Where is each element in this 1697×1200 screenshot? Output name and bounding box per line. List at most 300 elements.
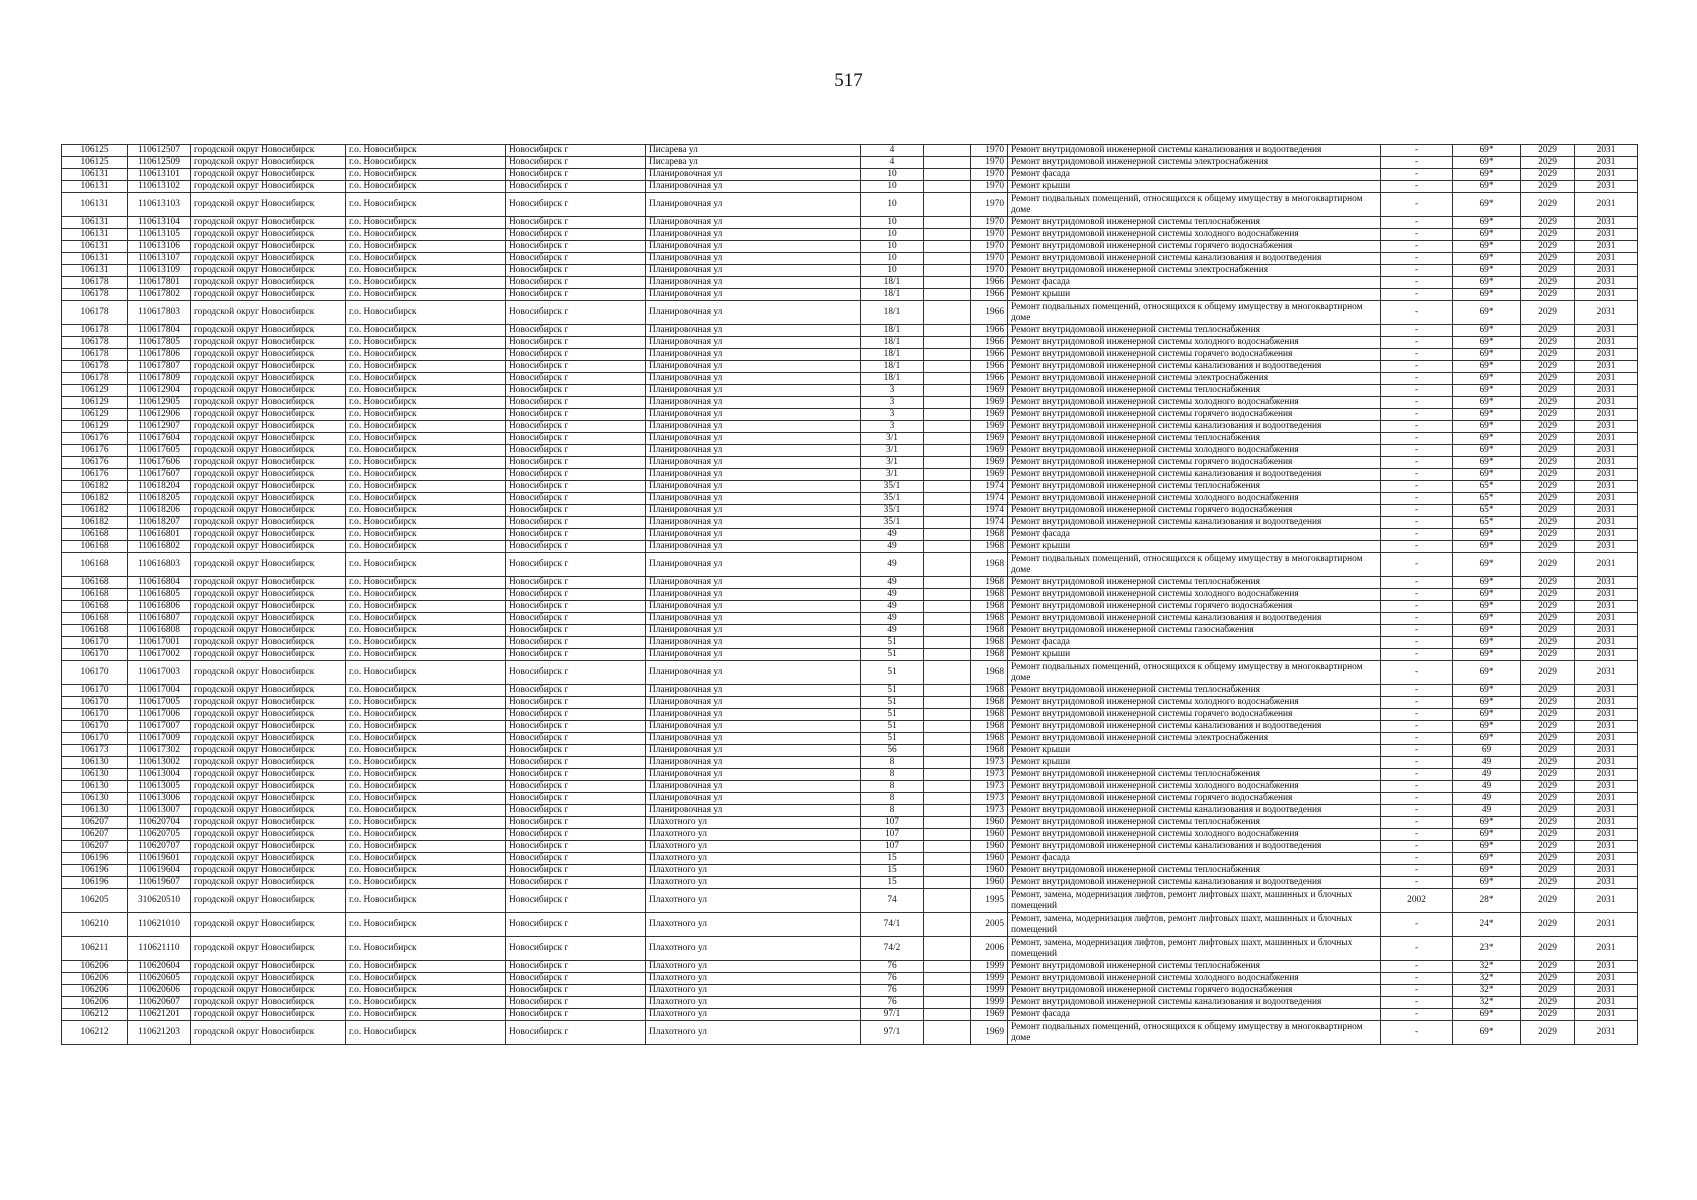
municipality-cell: городской округ Новосибирск [191,661,346,685]
last-repair-year-cell: - [1381,661,1453,685]
street-cell: Планировочная ул [646,793,861,805]
house-id-cell: 106168 [62,577,128,589]
last-repair-year-cell: - [1381,145,1453,157]
table-row [62,505,1638,517]
municipality-cell: городской округ Новосибирск [191,889,346,913]
last-repair-year-cell: - [1381,817,1453,829]
locality-cell: Новосибирск г [506,193,646,217]
plan-start-year-cell: 2029 [1521,805,1575,817]
municipality-cell: городской округ Новосибирск [191,577,346,589]
wear-percent-cell: 23* [1453,937,1521,961]
wear-percent-cell: 69* [1453,733,1521,745]
last-repair-year-cell: - [1381,373,1453,385]
building-cell [924,601,971,613]
municipality-cell: городской округ Новосибирск [191,613,346,625]
municipal-unit-cell: г.о. Новосибирск [346,289,506,301]
municipal-unit-cell: г.о. Новосибирск [346,229,506,241]
plan-start-year-cell: 2029 [1521,385,1575,397]
municipality-cell: городской округ Новосибирск [191,217,346,229]
build-year-cell: 1970 [971,253,1008,265]
house-id-cell: 106170 [62,685,128,697]
street-cell: Планировочная ул [646,433,861,445]
work-type-cell: Ремонт внутридомовой инженерной системы холодного водоснабжения [1008,229,1381,241]
wear-percent-cell: 69* [1453,241,1521,253]
street-cell: Планировочная ул [646,553,861,577]
plan-end-year-cell: 2031 [1575,241,1638,253]
wear-percent-cell: 69* [1453,301,1521,325]
work-id-cell: 110616807 [128,613,191,625]
street-cell: Планировочная ул [646,169,861,181]
street-cell: Планировочная ул [646,517,861,529]
municipality-cell: городской округ Новосибирск [191,337,346,349]
wear-percent-cell: 69* [1453,541,1521,553]
building-cell [924,649,971,661]
building-cell [924,769,971,781]
building-cell [924,685,971,697]
last-repair-year-cell: - [1381,1021,1453,1045]
building-cell [924,541,971,553]
plan-end-year-cell: 2031 [1575,625,1638,637]
wear-percent-cell: 69* [1453,709,1521,721]
building-cell [924,385,971,397]
last-repair-year-cell: - [1381,445,1453,457]
street-cell: Планировочная ул [646,637,861,649]
building-cell [924,277,971,289]
municipal-unit-cell: г.о. Новосибирск [346,181,506,193]
build-year-cell: 1969 [971,433,1008,445]
table-row [62,145,1638,157]
municipal-unit-cell: г.о. Новосибирск [346,709,506,721]
build-year-cell: 1969 [971,1009,1008,1021]
plan-start-year-cell: 2029 [1521,577,1575,589]
work-type-cell: Ремонт внутридомовой инженерной системы холодного водоснабжения [1008,589,1381,601]
street-cell: Плахотного ул [646,817,861,829]
municipality-cell: городской округ Новосибирск [191,265,346,277]
house-number-cell: 10 [861,265,924,277]
build-year-cell: 1973 [971,781,1008,793]
street-cell: Планировочная ул [646,529,861,541]
work-type-cell: Ремонт внутридомовой инженерной системы теплоснабжения [1008,217,1381,229]
house-number-cell: 18/1 [861,361,924,373]
house-number-cell: 74/1 [861,913,924,937]
street-cell: Планировочная ул [646,505,861,517]
repair-schedule-table [61,144,1638,1045]
plan-start-year-cell: 2029 [1521,397,1575,409]
work-id-cell: 110620605 [128,973,191,985]
municipal-unit-cell: г.о. Новосибирск [346,421,506,433]
house-number-cell: 51 [861,697,924,709]
municipal-unit-cell: г.о. Новосибирск [346,889,506,913]
street-cell: Планировочная ул [646,469,861,481]
work-id-cell: 110612906 [128,409,191,421]
locality-cell: Новосибирск г [506,145,646,157]
build-year-cell: 1960 [971,841,1008,853]
plan-start-year-cell: 2029 [1521,649,1575,661]
house-id-cell: 106168 [62,613,128,625]
table-row [62,409,1638,421]
municipal-unit-cell: г.о. Новосибирск [346,277,506,289]
last-repair-year-cell: - [1381,709,1453,721]
municipal-unit-cell: г.о. Новосибирск [346,385,506,397]
work-type-cell: Ремонт внутридомовой инженерной системы канализования и водоотведения [1008,877,1381,889]
house-id-cell: 106178 [62,373,128,385]
municipal-unit-cell: г.о. Новосибирск [346,445,506,457]
plan-end-year-cell: 2031 [1575,841,1638,853]
locality-cell: Новосибирск г [506,853,646,865]
wear-percent-cell: 32* [1453,997,1521,1009]
plan-end-year-cell: 2031 [1575,493,1638,505]
plan-start-year-cell: 2029 [1521,445,1575,457]
house-number-cell: 51 [861,685,924,697]
plan-start-year-cell: 2029 [1521,193,1575,217]
wear-percent-cell: 69 [1453,745,1521,757]
work-type-cell: Ремонт фасада [1008,529,1381,541]
work-type-cell: Ремонт фасада [1008,637,1381,649]
build-year-cell: 1970 [971,217,1008,229]
wear-percent-cell: 69* [1453,277,1521,289]
wear-percent-cell: 69* [1453,229,1521,241]
table-row [62,745,1638,757]
house-number-cell: 49 [861,589,924,601]
build-year-cell: 1973 [971,805,1008,817]
house-number-cell: 51 [861,637,924,649]
work-id-cell: 110617805 [128,337,191,349]
table-row [62,937,1638,961]
table-row [62,613,1638,625]
work-id-cell: 110617005 [128,697,191,709]
municipality-cell: городской округ Новосибирск [191,817,346,829]
house-id-cell: 106178 [62,325,128,337]
last-repair-year-cell: - [1381,541,1453,553]
table-row [62,781,1638,793]
house-number-cell: 18/1 [861,373,924,385]
house-number-cell: 76 [861,985,924,997]
wear-percent-cell: 69* [1453,289,1521,301]
municipal-unit-cell: г.о. Новосибирск [346,601,506,613]
locality-cell: Новосибирск г [506,793,646,805]
last-repair-year-cell: - [1381,685,1453,697]
plan-start-year-cell: 2029 [1521,829,1575,841]
municipal-unit-cell: г.о. Новосибирск [346,457,506,469]
plan-end-year-cell: 2031 [1575,409,1638,421]
wear-percent-cell: 69* [1453,409,1521,421]
locality-cell: Новосибирск г [506,277,646,289]
wear-percent-cell: 69* [1453,577,1521,589]
locality-cell: Новосибирск г [506,973,646,985]
table-row [62,721,1638,733]
build-year-cell: 1960 [971,853,1008,865]
municipality-cell: городской округ Новосибирск [191,457,346,469]
municipal-unit-cell: г.о. Новосибирск [346,721,506,733]
plan-start-year-cell: 2029 [1521,637,1575,649]
wear-percent-cell: 65* [1453,517,1521,529]
table-row [62,637,1638,649]
municipality-cell: городской округ Новосибирск [191,721,346,733]
house-number-cell: 8 [861,757,924,769]
work-type-cell: Ремонт фасада [1008,169,1381,181]
last-repair-year-cell: - [1381,361,1453,373]
last-repair-year-cell: - [1381,589,1453,601]
wear-percent-cell: 69* [1453,361,1521,373]
build-year-cell: 2006 [971,937,1008,961]
last-repair-year-cell: - [1381,529,1453,541]
building-cell [924,253,971,265]
street-cell: Плахотного ул [646,829,861,841]
wear-percent-cell: 65* [1453,493,1521,505]
municipal-unit-cell: г.о. Новосибирск [346,913,506,937]
house-number-cell: 10 [861,241,924,253]
municipality-cell: городской округ Новосибирск [191,145,346,157]
table-row [62,889,1638,913]
municipality-cell: городской округ Новосибирск [191,517,346,529]
plan-start-year-cell: 2029 [1521,229,1575,241]
building-cell [924,841,971,853]
street-cell: Плахотного ул [646,973,861,985]
build-year-cell: 1969 [971,397,1008,409]
street-cell: Планировочная ул [646,589,861,601]
plan-end-year-cell: 2031 [1575,757,1638,769]
build-year-cell: 1968 [971,541,1008,553]
work-type-cell: Ремонт внутридомовой инженерной системы холодного водоснабжения [1008,781,1381,793]
last-repair-year-cell: - [1381,325,1453,337]
house-id-cell: 106168 [62,553,128,577]
table-row [62,385,1638,397]
building-cell [924,829,971,841]
locality-cell: Новосибирск г [506,385,646,397]
plan-end-year-cell: 2031 [1575,601,1638,613]
locality-cell: Новосибирск г [506,265,646,277]
street-cell: Плахотного ул [646,913,861,937]
last-repair-year-cell: - [1381,457,1453,469]
house-number-cell: 51 [861,721,924,733]
last-repair-year-cell: - [1381,433,1453,445]
street-cell: Планировочная ул [646,769,861,781]
wear-percent-cell: 49 [1453,805,1521,817]
locality-cell: Новосибирск г [506,289,646,301]
municipality-cell: городской округ Новосибирск [191,541,346,553]
table-row [62,877,1638,889]
build-year-cell: 1974 [971,517,1008,529]
street-cell: Планировочная ул [646,577,861,589]
street-cell: Планировочная ул [646,613,861,625]
building-cell [924,181,971,193]
plan-start-year-cell: 2029 [1521,997,1575,1009]
work-id-cell: 110613102 [128,181,191,193]
municipality-cell: городской округ Новосибирск [191,997,346,1009]
plan-start-year-cell: 2029 [1521,433,1575,445]
municipal-unit-cell: г.о. Новосибирск [346,145,506,157]
wear-percent-cell: 69* [1453,877,1521,889]
plan-start-year-cell: 2029 [1521,301,1575,325]
house-number-cell: 18/1 [861,289,924,301]
work-id-cell: 110619607 [128,877,191,889]
building-cell [924,421,971,433]
work-type-cell: Ремонт, замена, модернизация лифтов, ремонт лифтовых шахт, машинных и блочных помещений [1008,937,1381,961]
street-cell: Планировочная ул [646,649,861,661]
table-row [62,601,1638,613]
plan-end-year-cell: 2031 [1575,481,1638,493]
last-repair-year-cell: - [1381,505,1453,517]
municipal-unit-cell: г.о. Новосибирск [346,157,506,169]
wear-percent-cell: 69* [1453,193,1521,217]
house-id-cell: 106196 [62,853,128,865]
work-type-cell: Ремонт внутридомовой инженерной системы холодного водоснабжения [1008,973,1381,985]
municipality-cell: городской округ Новосибирск [191,829,346,841]
plan-start-year-cell: 2029 [1521,493,1575,505]
work-id-cell: 110617302 [128,745,191,757]
street-cell: Плахотного ул [646,865,861,877]
table-row [62,769,1638,781]
locality-cell: Новосибирск г [506,649,646,661]
work-id-cell: 110616806 [128,601,191,613]
house-id-cell: 106182 [62,493,128,505]
work-type-cell: Ремонт, замена, модернизация лифтов, ремонт лифтовых шахт, машинных и блочных помещений [1008,889,1381,913]
table-row [62,517,1638,529]
work-type-cell: Ремонт внутридомовой инженерной системы теплоснабжения [1008,433,1381,445]
work-type-cell: Ремонт внутридомовой инженерной системы электроснабжения [1008,373,1381,385]
building-cell [924,457,971,469]
plan-end-year-cell: 2031 [1575,457,1638,469]
municipal-unit-cell: г.о. Новосибирск [346,973,506,985]
street-cell: Планировочная ул [646,733,861,745]
plan-end-year-cell: 2031 [1575,1009,1638,1021]
building-cell [924,337,971,349]
table-row [62,277,1638,289]
build-year-cell: 1968 [971,709,1008,721]
work-type-cell: Ремонт подвальных помещений, относящихся к общему имуществу в многоквартирном доме [1008,661,1381,685]
work-type-cell: Ремонт внутридомовой инженерной системы горячего водоснабжения [1008,505,1381,517]
build-year-cell: 1968 [971,601,1008,613]
locality-cell: Новосибирск г [506,817,646,829]
house-number-cell: 3/1 [861,469,924,481]
municipality-cell: городской округ Новосибирск [191,769,346,781]
work-id-cell: 110621203 [128,1021,191,1045]
locality-cell: Новосибирск г [506,865,646,877]
wear-percent-cell: 69* [1453,373,1521,385]
plan-start-year-cell: 2029 [1521,421,1575,433]
plan-start-year-cell: 2029 [1521,841,1575,853]
plan-start-year-cell: 2029 [1521,685,1575,697]
street-cell: Планировочная ул [646,361,861,373]
build-year-cell: 1970 [971,265,1008,277]
municipal-unit-cell: г.о. Новосибирск [346,493,506,505]
municipal-unit-cell: г.о. Новосибирск [346,1021,506,1045]
locality-cell: Новосибирск г [506,1009,646,1021]
table-row [62,193,1638,217]
building-cell [924,877,971,889]
work-type-cell: Ремонт внутридомовой инженерной системы горячего водоснабжения [1008,241,1381,253]
table-body [62,145,1638,1045]
build-year-cell: 1968 [971,589,1008,601]
work-id-cell: 110618205 [128,493,191,505]
work-type-cell: Ремонт внутридомовой инженерной системы канализования и водоотведения [1008,421,1381,433]
plan-end-year-cell: 2031 [1575,781,1638,793]
building-cell [924,661,971,685]
wear-percent-cell: 69* [1453,325,1521,337]
building-cell [924,265,971,277]
build-year-cell: 1966 [971,277,1008,289]
house-id-cell: 106130 [62,769,128,781]
building-cell [924,637,971,649]
building-cell [924,241,971,253]
municipal-unit-cell: г.о. Новосибирск [346,301,506,325]
build-year-cell: 1968 [971,661,1008,685]
house-id-cell: 106206 [62,985,128,997]
plan-end-year-cell: 2031 [1575,145,1638,157]
plan-start-year-cell: 2029 [1521,325,1575,337]
locality-cell: Новосибирск г [506,445,646,457]
last-repair-year-cell: - [1381,193,1453,217]
table-row [62,241,1638,253]
municipal-unit-cell: г.о. Новосибирск [346,937,506,961]
house-number-cell: 3 [861,421,924,433]
work-type-cell: Ремонт внутридомовой инженерной системы холодного водоснабжения [1008,829,1381,841]
wear-percent-cell: 69* [1453,589,1521,601]
work-type-cell: Ремонт внутридомовой инженерной системы холодного водоснабжения [1008,397,1381,409]
plan-start-year-cell: 2029 [1521,541,1575,553]
work-id-cell: 110620606 [128,985,191,997]
municipality-cell: городской округ Новосибирск [191,709,346,721]
plan-start-year-cell: 2029 [1521,661,1575,685]
municipal-unit-cell: г.о. Новосибирск [346,169,506,181]
street-cell: Планировочная ул [646,409,861,421]
work-type-cell: Ремонт внутридомовой инженерной системы холодного водоснабжения [1008,445,1381,457]
work-type-cell: Ремонт крыши [1008,649,1381,661]
work-id-cell: 110616803 [128,553,191,577]
build-year-cell: 1960 [971,817,1008,829]
locality-cell: Новосибирск г [506,181,646,193]
build-year-cell: 1969 [971,385,1008,397]
plan-start-year-cell: 2029 [1521,601,1575,613]
house-number-cell: 3 [861,397,924,409]
plan-end-year-cell: 2031 [1575,637,1638,649]
locality-cell: Новосибирск г [506,889,646,913]
wear-percent-cell: 69* [1453,685,1521,697]
table-row [62,625,1638,637]
municipality-cell: городской округ Новосибирск [191,757,346,769]
build-year-cell: 1966 [971,361,1008,373]
house-id-cell: 106170 [62,697,128,709]
build-year-cell: 2005 [971,913,1008,937]
plan-end-year-cell: 2031 [1575,805,1638,817]
build-year-cell: 1970 [971,157,1008,169]
plan-end-year-cell: 2031 [1575,397,1638,409]
work-id-cell: 110617604 [128,433,191,445]
work-id-cell: 110613004 [128,769,191,781]
last-repair-year-cell: - [1381,697,1453,709]
municipality-cell: городской округ Новосибирск [191,553,346,577]
last-repair-year-cell: - [1381,385,1453,397]
table-row [62,1021,1638,1045]
municipal-unit-cell: г.о. Новосибирск [346,217,506,229]
table-row [62,361,1638,373]
street-cell: Планировочная ул [646,721,861,733]
street-cell: Планировочная ул [646,277,861,289]
plan-end-year-cell: 2031 [1575,217,1638,229]
building-cell [924,289,971,301]
house-number-cell: 10 [861,169,924,181]
work-id-cell: 110613005 [128,781,191,793]
house-id-cell: 106170 [62,733,128,745]
wear-percent-cell: 69* [1453,457,1521,469]
work-type-cell: Ремонт подвальных помещений, относящихся к общему имуществу в многоквартирном доме [1008,301,1381,325]
wear-percent-cell: 69* [1453,841,1521,853]
building-cell [924,529,971,541]
wear-percent-cell: 32* [1453,973,1521,985]
table-row [62,469,1638,481]
street-cell: Планировочная ул [646,181,861,193]
building-cell [924,745,971,757]
